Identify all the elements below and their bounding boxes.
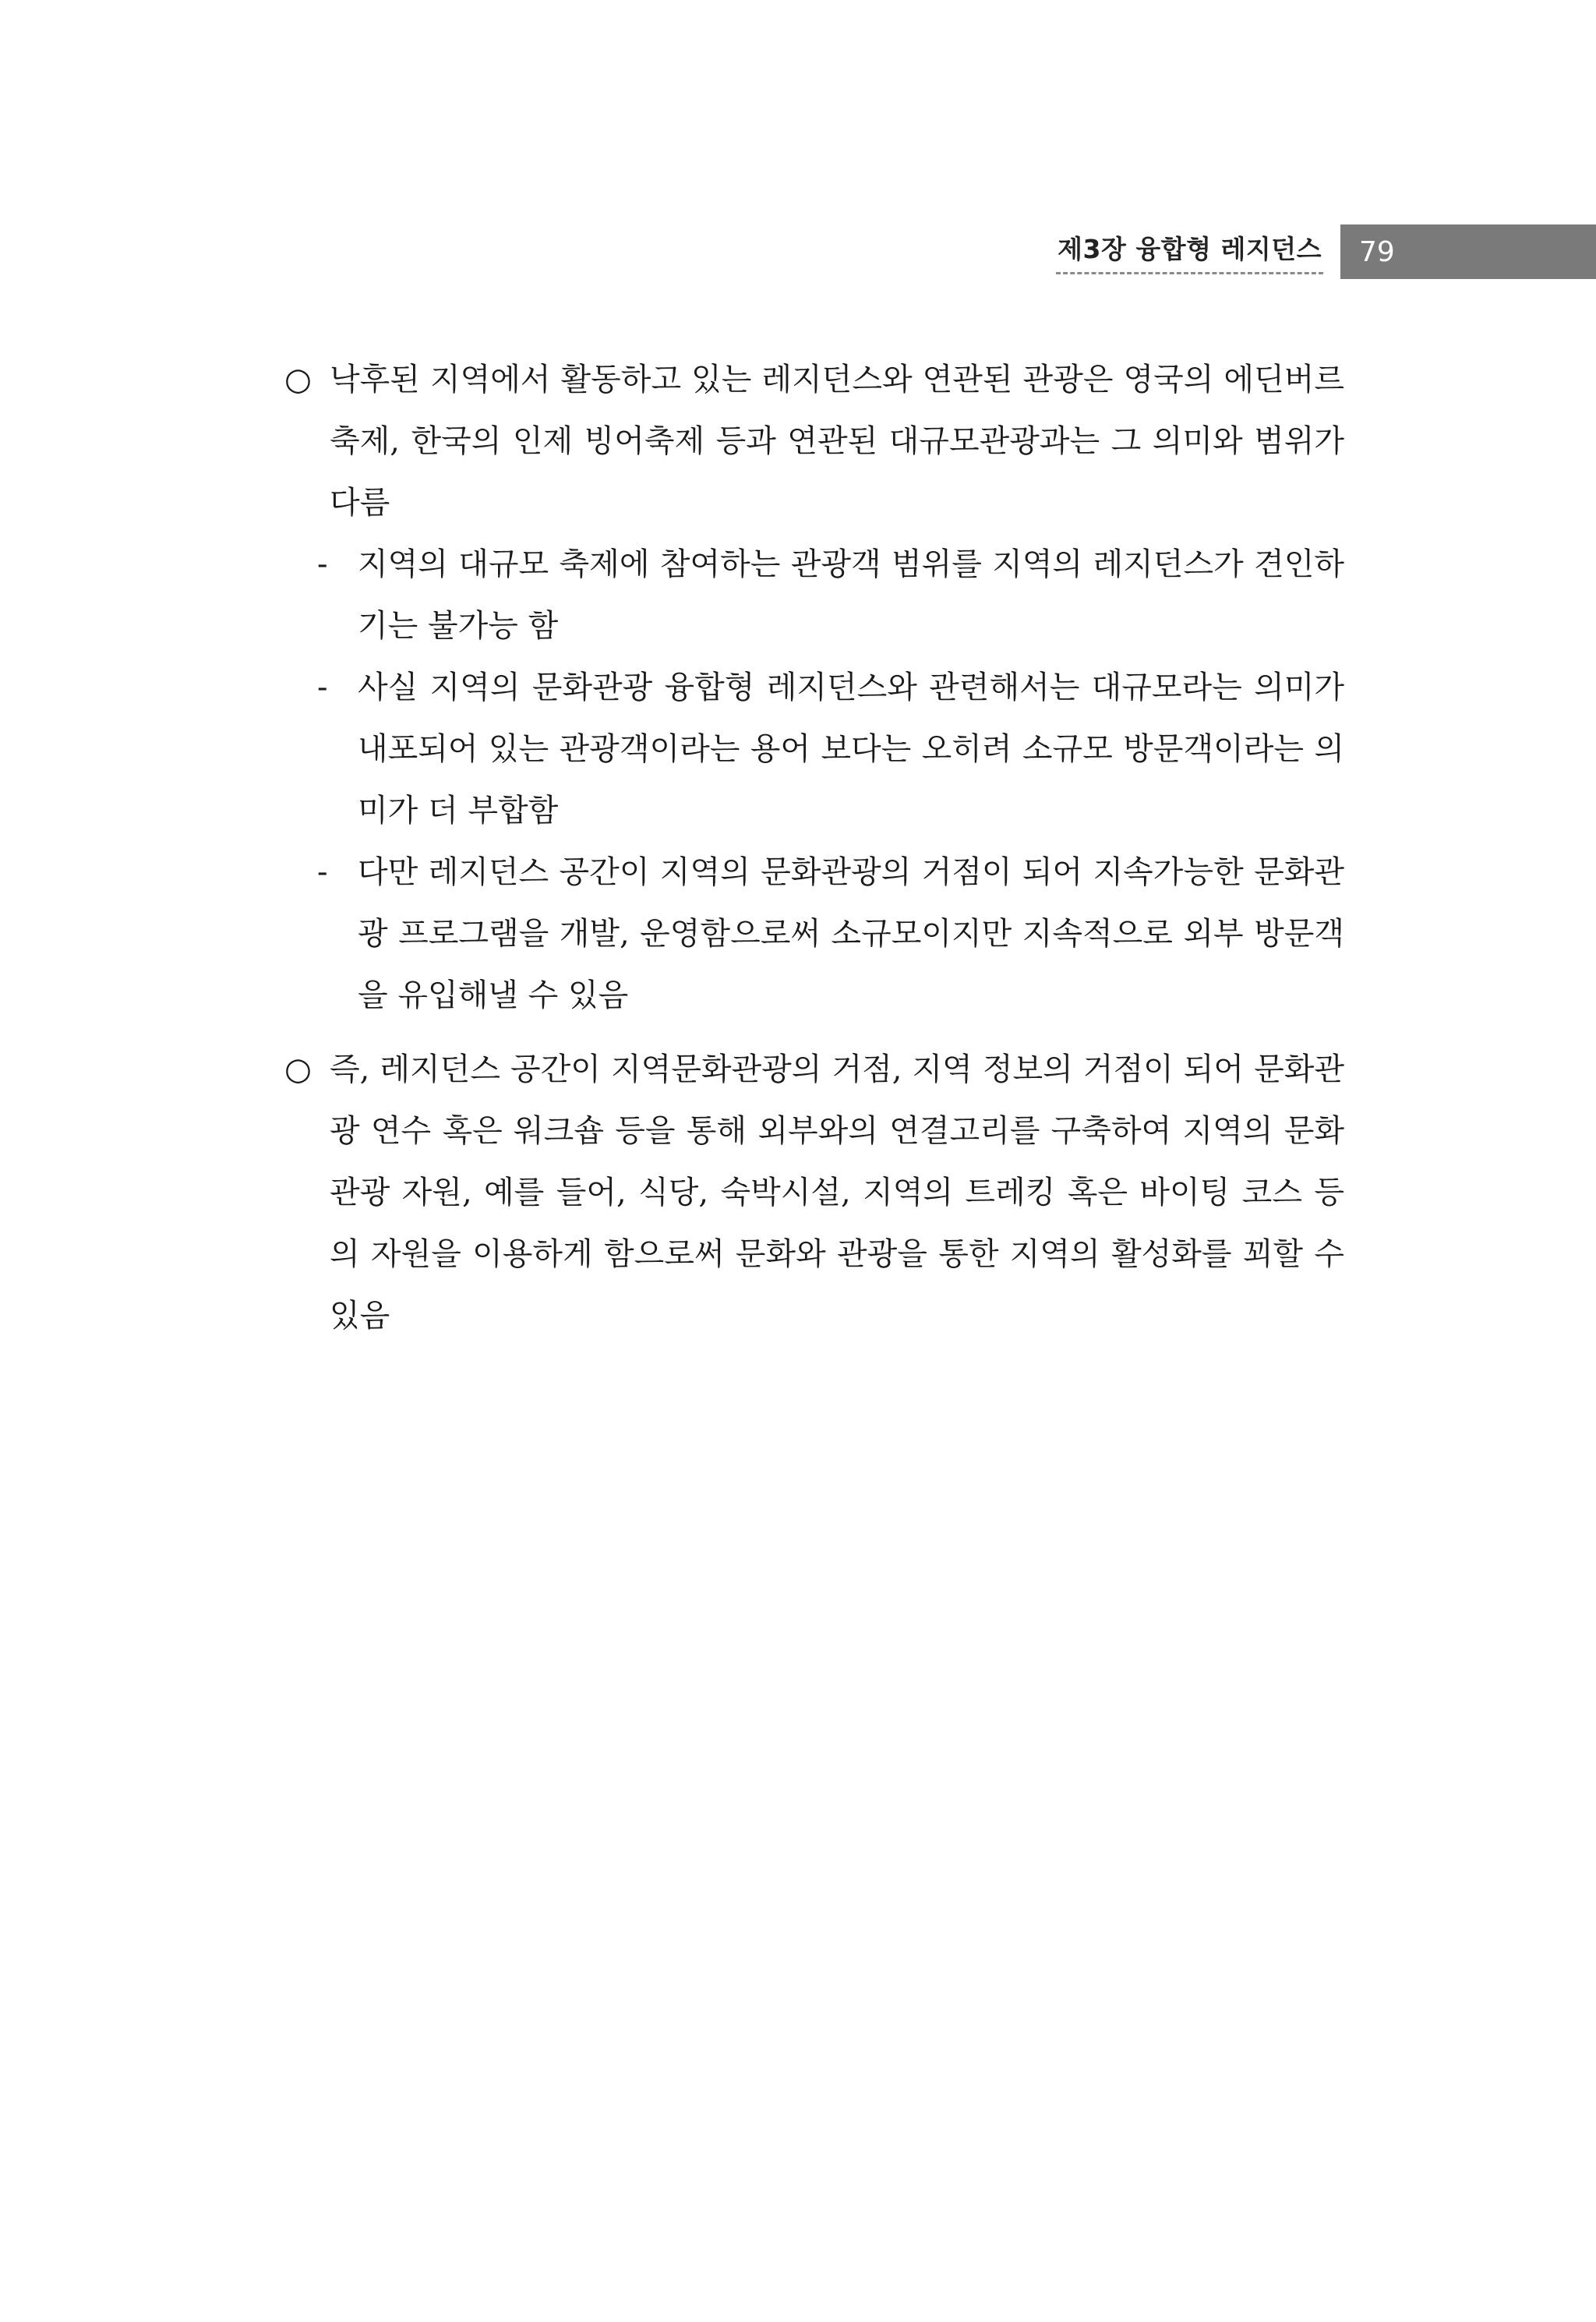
dash-marker-icon: - [317, 546, 328, 582]
sub-item-3 [284, 842, 1344, 1027]
dash-marker-icon: - [317, 854, 328, 890]
chapter-title: 제3장 융합형 레지던스 [1056, 229, 1323, 274]
page-number: 79 [1359, 235, 1395, 268]
bullet-paragraph-1 [284, 349, 1344, 534]
sub-item-2 [284, 657, 1344, 842]
body-content [284, 349, 1344, 1347]
page-number-tab [1340, 224, 1596, 279]
circle-bullet-icon: ○ [284, 1051, 312, 1087]
paragraph-spacer [284, 1027, 1344, 1039]
dash-marker-icon: - [317, 670, 328, 705]
circle-bullet-icon: ○ [284, 362, 312, 398]
sub-text-1: 지역의 대규모 축제에 참여하는 관광객 범위를 지역의 레지던스가 견인하기는 불가능 함 [358, 546, 1344, 644]
sub-text-3: 다만 레지던스 공간이 지역의 문화관광의 거점이 되어 지속가능한 문화관광 프로그램을 개발, 운영함으로써 소규모이지만 지속적으로 외부 방문객을 유입해낼 수 있음 [358, 854, 1344, 1013]
bullet-text-2: 즉, 레지던스 공간이 지역문화관광의 거점, 지역 정보의 거점이 되어 문화관광 연수 혹은 워크숍 등을 통해 외부와의 연결고리를 구축하여 지역의 문화관광 자원, 예를 들어, 식당, 숙박시설, 지역의 트레킹 혹은 바이팅 코스 등의 자원을 이용하게 함으로써 문화와 관광을 통한 지역의 활성화를 꾀할 수 있음 [330, 1051, 1344, 1334]
bullet-text-1: 낙후된 지역에서 활동하고 있는 레지던스와 연관된 관광은 영국의 에딘버르 축제, 한국의 인제 빙어축제 등과 연관된 대규모관광과는 그 의미와 범위가 다름 [330, 362, 1344, 521]
sub-text-2: 사실 지역의 문화관광 융합형 레지던스와 관련해서는 대규모라는 의미가 내포되어 있는 관광객이라는 용어 보다는 오히려 소규모 방문객이라는 의미가 더 부합함 [358, 670, 1344, 829]
bullet-paragraph-2 [284, 1039, 1344, 1347]
sub-item-1 [284, 534, 1344, 657]
running-header [1056, 224, 1596, 279]
